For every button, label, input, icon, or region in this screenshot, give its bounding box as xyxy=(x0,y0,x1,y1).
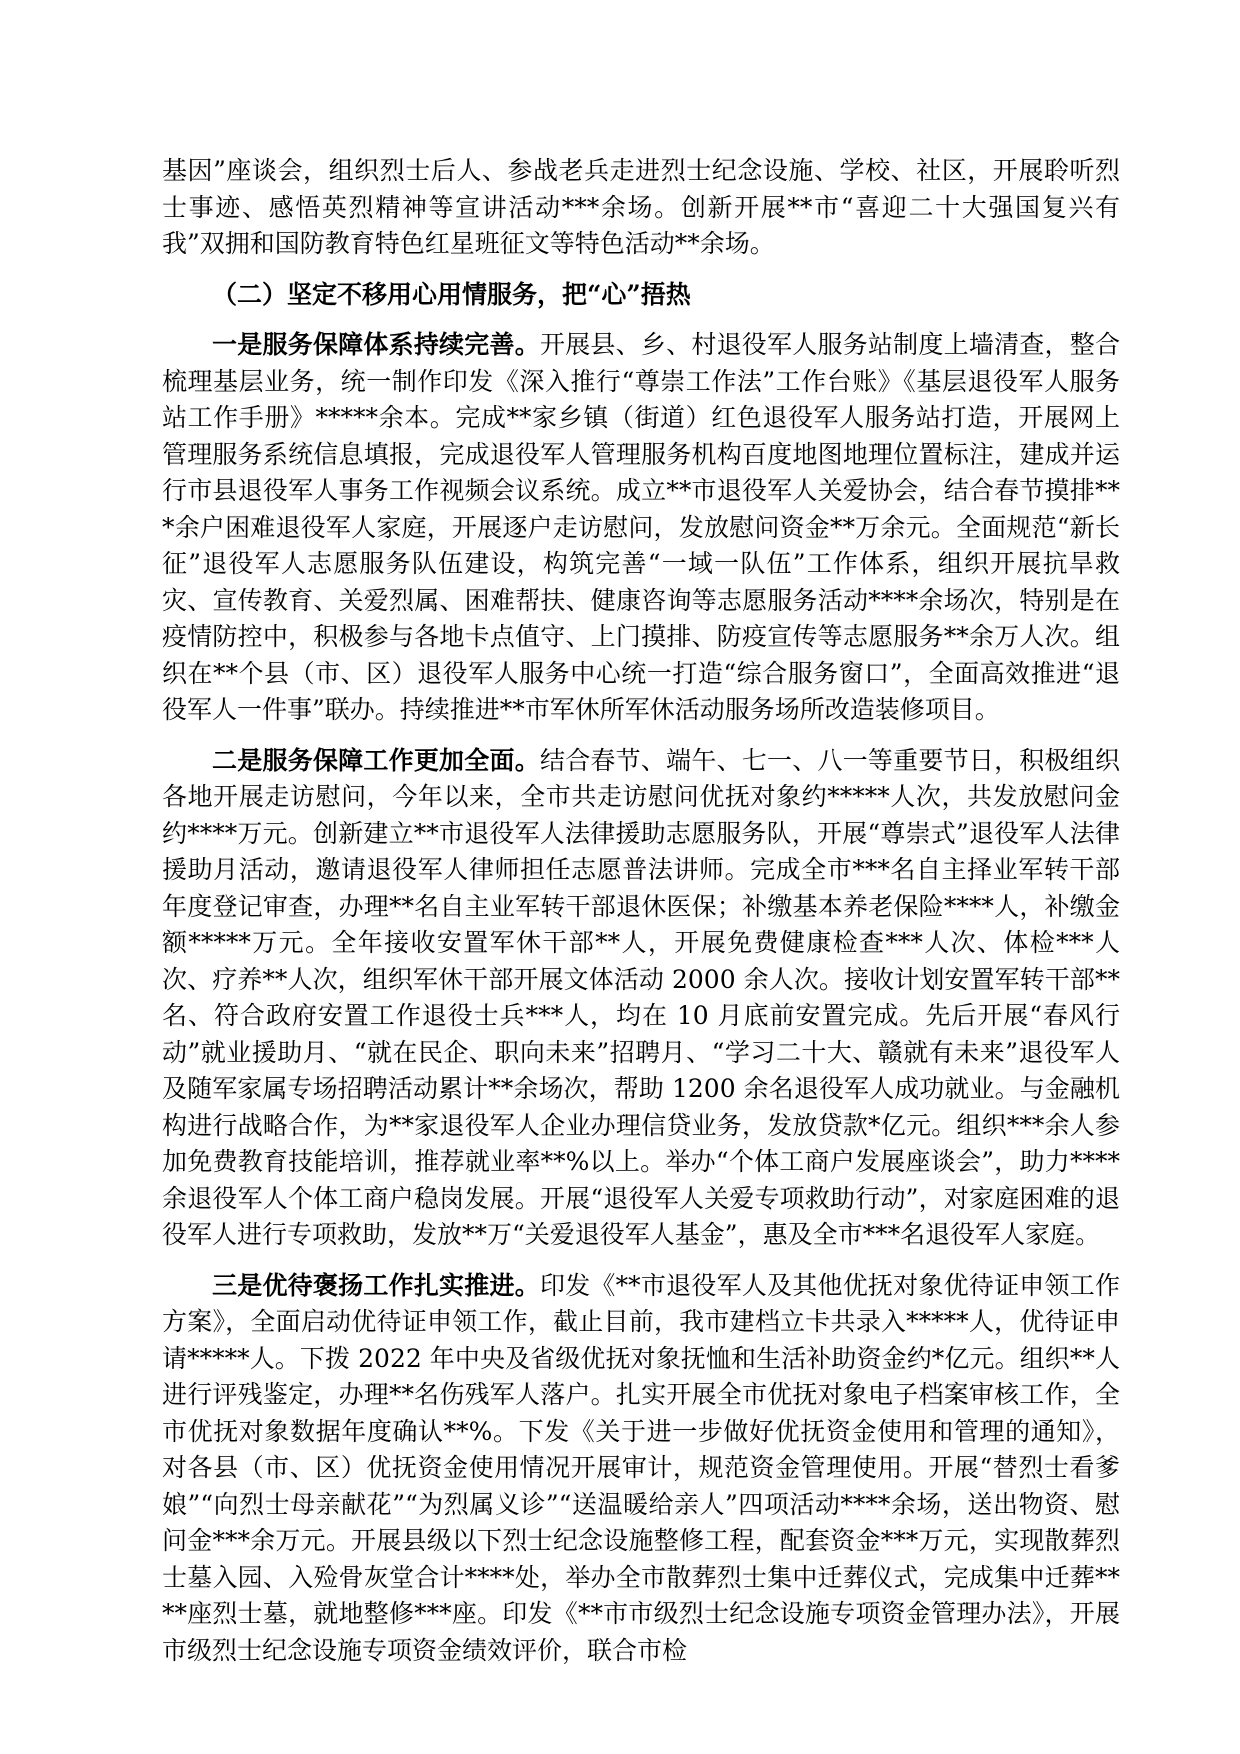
paragraph-continuation xyxy=(162,153,1120,263)
paragraph-lead-heading: 三是优待褒扬工作扎实推进。 xyxy=(212,1270,540,1300)
paragraph-service-work xyxy=(162,743,1120,1254)
paragraph-body-text: 印发《**市退役军人及其他优抚对象优待证申领工作方案》，全面启动优待证申领工作，截止目前，我市建档立卡共录入*****人，优待证申请*****人。下拨 2022 年中央及省级优抚对象抚恤和生活补助资金约*亿元。组织**人进行评残鉴定，办理**名伤残军人落户。扎实开展全市优抚对象电子档案审核工作，全市优抚对象数据年度确认**%。下发《关于进一步做好优抚资金使用和管理的通知》，对各县（市、区）优抚资金使用情况开展审计，规范资金管理使用。开展“替烈士看爹娘”“向烈士母亲献花”“为烈属义诊”“送温暖给亲人”四项活动****余场，送出物资、慰问金***余万元。开展县级以下烈士纪念设施整修工程，配套资金***万元，实现散葬烈士墓入园、入殓骨灰堂合计****处，举办全市散葬烈士集中迁葬仪式，完成集中迁葬****座烈士墓，就地整修***座。印发《**市市级烈士纪念设施专项资金管理办法》，开展市级烈士纪念设施专项资金绩效评价，联合市检 xyxy=(162,1270,1120,1665)
paragraph-lead-heading: 二是服务保障工作更加全面。 xyxy=(212,745,540,775)
paragraph-body-text: 开展县、乡、村退役军人服务站制度上墙清查，整合梳理基层业务，统一制作印发《深入推行“尊崇工作法”工作台账》《基层退役军人服务站工作手册》*****余本。完成**家乡镇（街道）红色退役军人服务站打造，开展网上管理服务系统信息填报，完成退役军人管理服务机构百度地图地理位置标注，建成并运行市县退役军人事务工作视频会议系统。成立**市退役军人关爱协会，结合春节摸排***余户困难退役军人家庭，开展逐户走访慰问，发放慰问资金**万余元。全面规范“新长征”退役军人志愿服务队伍建设，构筑完善“一域一队伍”工作体系，组织开展抗旱救灾、宣传教育、关爱烈属、困难帮扶、健康咨询等志愿服务活动****余场次，特别是在疫情防控中，积极参与各地卡点值守、上门摸排、防疫宣传等志愿服务**余万人次。组织在**个县（市、区）退役军人服务中心统一打造“综合服务窗口”，全面高效推进“退役军人一件事”联办。持续推进**市军休所军休活动服务场所改造装修项目。 xyxy=(162,330,1120,724)
paragraph-preferential-treatment xyxy=(162,1268,1120,1670)
paragraph-body-text: 结合春节、端午、七一、八一等重要节日，积极组织各地开展走访慰问，今年以来，全市共走访慰问优抚对象约*****人次，共发放慰问金约****万元。创新建立**市退役军人法律援助志愿服务队，开展“尊崇式”退役军人法律援助月活动，邀请退役军人律师担任志愿普法讲师。完成全市***名自主择业军转干部年度登记审查，办理**名自主业军转干部退休医保；补缴基本养老保险****人，补缴金额*****万元。全年接收安置军休干部**人，开展免费健康检查***人次、体检***人次、疗养**人次，组织军休干部开展文体活动 2000 余人次。接收计划安置军转干部**名、符合政府安置工作退役士兵***人，均在 10 月底前安置完成。先后开展“春风行动”就业援助月、“就在民企、职向未来”招聘月、“学习二十大、赣就有未来”退役军人及随军家属专场招聘活动累计**余场次，帮助 1200 余名退役军人成功就业。与金融机构进行战略合作，为**家退役军人企业办理信贷业务，发放贷款*亿元。组织***余人参加免费教育技能培训，推荐就业率**%以上。举办“个体工商户发展座谈会”，助力****余退役军人个体工商户稳岗发展。开展“退役军人关爱专项救助行动”，对家庭困难的退役军人进行专项救助，发放**万“关爱退役军人基金”，惠及全市***名退役军人家庭。 xyxy=(162,745,1120,1249)
paragraph-lead-heading: 一是服务保障体系持续完善。 xyxy=(212,330,540,359)
paragraph-continuation-text: 基因”座谈会，组织烈士后人、参战老兵走进烈士纪念设施、学校、社区，开展聆听烈士事迹、感悟英烈精神等宣讲活动***余场。创新开展**市“喜迎二十大强国复兴有我”双拥和国防教育特色红星班征文等特色活动**余场。 xyxy=(162,156,1120,258)
section-heading: （二）坚定不移用心用情服务，把“心”捂热 xyxy=(212,279,691,309)
paragraph-service-system xyxy=(162,327,1120,729)
